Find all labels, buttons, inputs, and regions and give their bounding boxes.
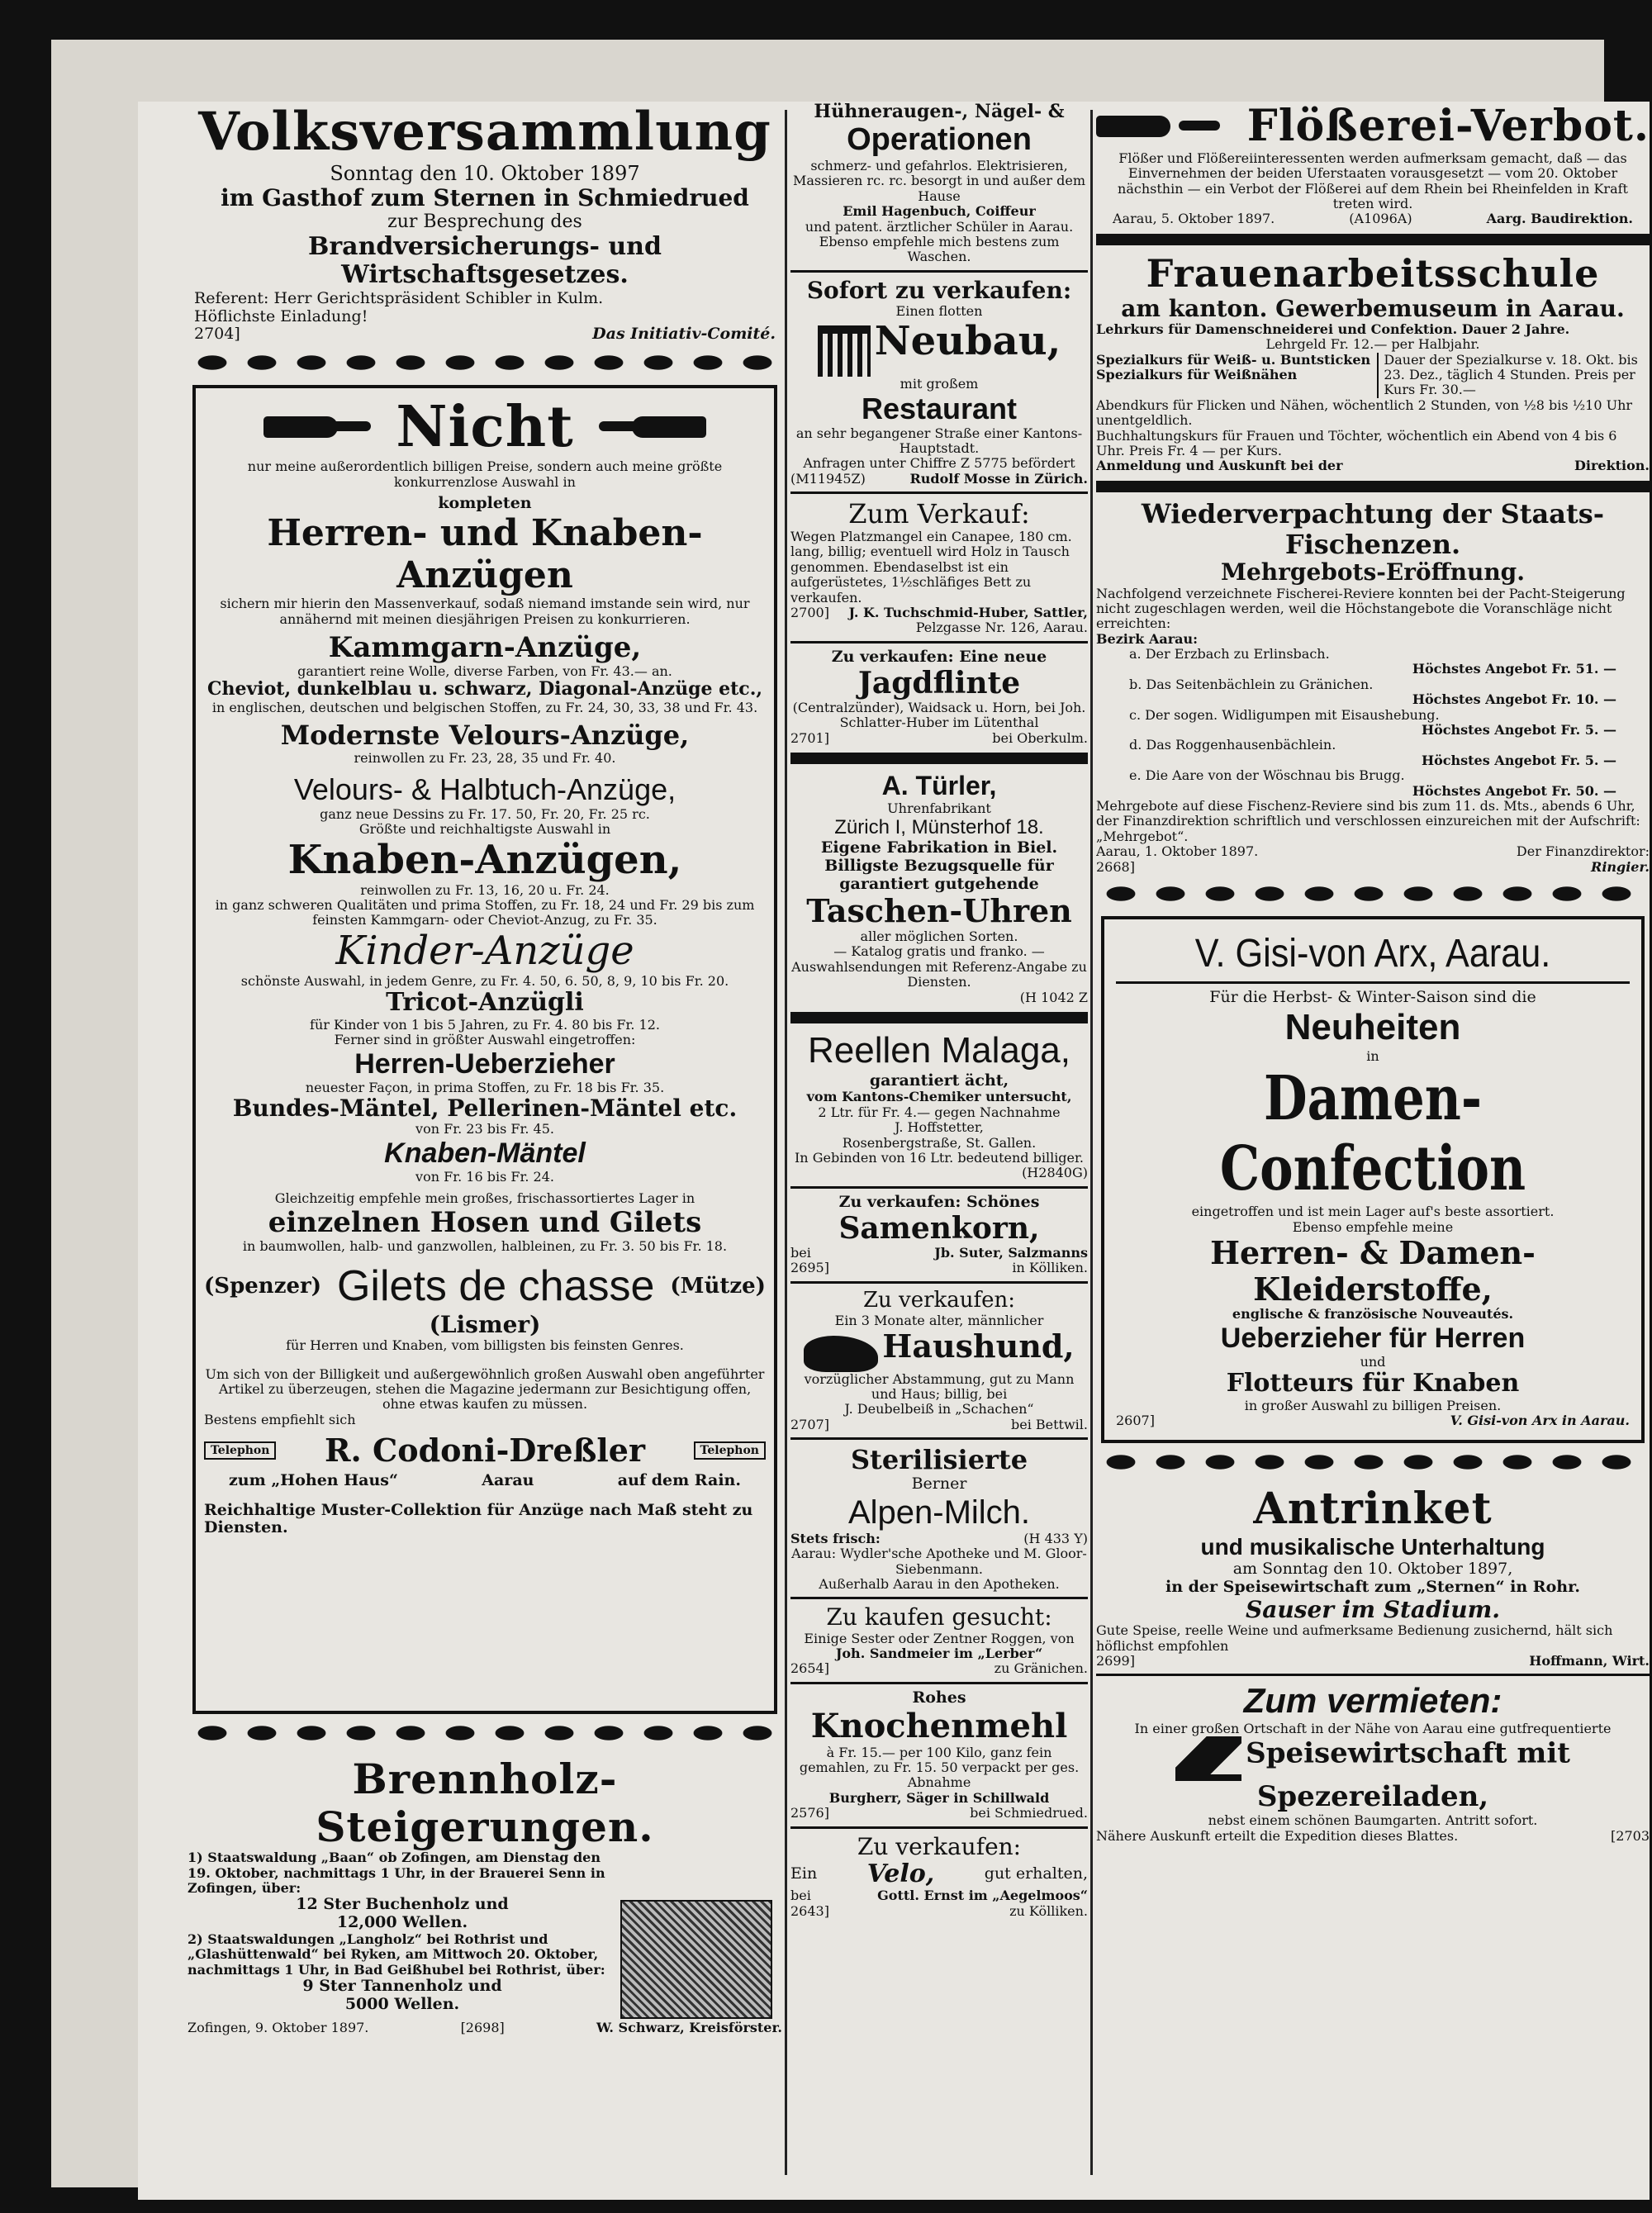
ad-text: garantiert ächt,	[869, 1071, 1009, 1090]
text-lismer: (Lismer)	[429, 1310, 541, 1338]
heading-herren-knaben: Herren- und Knaben-Anzügen	[267, 512, 703, 596]
ad-address: Pelzgasse Nr. 126, Aarau.	[915, 620, 1088, 636]
heading-kinder: Kinder-Anzüge	[335, 927, 634, 974]
ad-antrinket	[1096, 1484, 1650, 1669]
ad-text3: aller möglichen Sorten.	[860, 928, 1018, 945]
text-p7: schönste Auswahl, in jedem Genre, zu Fr. 4. 50, 6. 50, 8, 9, 10 bis Fr. 20.	[240, 973, 729, 990]
text-p14: Um sich von der Billigkeit und außergewöhnlich großen Auswahl oben angeführter Artikel zu überzeugen, stehen die Magazine jedermann zur Besichtigung offen, ohne etwas kaufen zu müssen.	[205, 1365, 765, 1413]
ad-address: zu Kölliken.	[1009, 1902, 1088, 1919]
ad-tuerler	[790, 771, 1088, 1005]
heading-knaben-anzuegen: Knaben-Anzügen,	[287, 836, 682, 883]
ad-text: schmerz- und gefahrlos. Elektrisieren, Massieren rc. rc. besorgt in und außer dem Hause	[792, 157, 1086, 204]
ad-line5: Anmeldung und Auskunft bei der	[1096, 458, 1343, 474]
ad-address: bei Bettwil.	[1010, 1416, 1088, 1432]
ad-number: 2699]	[1096, 1653, 1135, 1669]
ad-text4: — Katalog gratis und franko. —	[833, 943, 1045, 960]
ad-name: Gottl. Ernst im „Aegelmoos“	[877, 1888, 1088, 1904]
divider	[790, 1826, 1088, 1829]
divider	[790, 1437, 1088, 1440]
ad-heading: Haushund,	[882, 1327, 1075, 1365]
divider-thick	[1096, 481, 1650, 492]
ad-signature: Hoffmann, Wirt.	[1529, 1653, 1650, 1669]
ad-code: (H2840G)	[1022, 1165, 1088, 1181]
ad-text7: in großer Auswahl zu billigen Preisen.	[1244, 1397, 1502, 1413]
text-p8: für Kinder von 1 bis 5 Jahren, zu Fr. 4. 80 bis Fr. 12.	[310, 1016, 660, 1033]
ad-text: Für die Herbst- & Winter-Saison sind die	[1209, 988, 1536, 1007]
ad-address: Rosenbergstraße, St. Gallen.	[842, 1134, 1037, 1151]
text-p5: ganz neue Dessins zu Fr. 17. 50, Fr. 20, Fr. 25 rc.	[320, 805, 650, 822]
ad-text: bei	[790, 1245, 811, 1261]
ad-heading: Speisewirtschaft mit Spezereiladen,	[1246, 1736, 1570, 1814]
ad-signature: Aarg. Baudirektion.	[1486, 211, 1633, 227]
ad-text: In einer großen Ortschaft in der Nähe von Aarau eine gutfrequentierte	[1134, 1720, 1612, 1736]
ad-sub: und musikalische Unterhaltung	[1200, 1534, 1545, 1560]
ad-number: 2576]	[790, 1805, 829, 1821]
ad-title: Frauenarbeitsschule	[1146, 250, 1600, 296]
ad-brennholz	[188, 1755, 782, 2035]
ad-code: (H 433 Y)	[1023, 1530, 1088, 1546]
ad-operationen	[790, 102, 1088, 265]
ad-title: Brennholz-Steigerungen.	[316, 1755, 654, 1851]
ad-velo	[790, 1834, 1088, 1919]
ad-heading: Sauser im Stadium.	[1245, 1596, 1501, 1624]
ad-name: J. Deubelbeiß in „Schachen“	[844, 1401, 1034, 1418]
ad-number: 2704]	[194, 325, 240, 344]
paper-sheet	[138, 102, 1650, 2200]
ad-number: 2643]	[790, 1902, 829, 1919]
ad-title: Sofort zu verkaufen:	[806, 276, 1072, 304]
ad-address: bei Oberkulm.	[992, 729, 1088, 746]
text-p9: neuester Façon, in prima Stoffen, zu Fr. 18 bis Fr. 35.	[305, 1079, 665, 1095]
engraving-picture	[620, 1900, 772, 2019]
dog-icon	[804, 1336, 878, 1372]
ad-text2: nebst einem schönen Baumgarten. Antritt sofort.	[1208, 1812, 1538, 1829]
ad-text2: Billigste Bezugsquelle für garantiert gutgehende	[824, 856, 1054, 893]
text-l2b: 5000 Wellen.	[344, 1995, 460, 2014]
ad-line3: Abendkurs für Flicken und Nähen, wöchentlich 2 Stunden, von ½8 bis ½10 Uhr unentgeldlich.	[1096, 397, 1633, 429]
ad-number: 2668]	[1096, 858, 1135, 875]
ad-name: Emil Hagenbuch, Coiffeur	[843, 203, 1036, 220]
ad-text: gut erhalten,	[984, 1864, 1088, 1883]
ad-line2c: Dauer der Spezialkurse v. 18. Okt. bis 23. Dez., täglich 4 Stunden. Preis per Kurs Fr. 30.—	[1377, 353, 1650, 398]
ad-text2: Aarau: Wydler'sche Apotheke und M. Gloor-Siebenmann.	[791, 1546, 1087, 1577]
ad-code: (A1096A)	[1349, 211, 1412, 227]
column-rule	[1090, 110, 1093, 2175]
pointing-hand-icon	[1096, 107, 1220, 145]
ad-knochenmehl	[790, 1689, 1088, 1821]
fish-item: a. Der Erzbach zu Erlinsbach.	[1129, 646, 1330, 662]
ad-title: Zu verkaufen:	[862, 1287, 1016, 1313]
fish-offer: Höchstes Angebot Fr. 10. —	[1412, 691, 1616, 708]
ad-jagdflinte	[790, 648, 1088, 746]
ornament-divider	[188, 350, 782, 378]
ad-heading2: Herren- & Damen-Kleiderstoffe,	[1210, 1233, 1536, 1308]
ad-title: Nicht	[396, 394, 574, 461]
ad-number: 2695]	[790, 1260, 829, 1276]
ad-heading: Samenkorn,	[838, 1210, 1040, 1246]
divider	[790, 641, 1088, 643]
ad-text2: bei	[790, 1888, 811, 1904]
ad-text: Einige Sester oder Zentner Roggen, von	[804, 1630, 1075, 1646]
ad-date: Aarau, 5. Oktober 1897.	[1113, 211, 1275, 227]
ad-sub: am kanton. Gewerbemuseum in Aarau.	[1121, 294, 1625, 322]
divider-thick	[790, 753, 1088, 764]
text-l1: 1) Staatswaldung „Baan“ ob Zofingen, am Dienstag den 19. Oktober, nachmittags 1 Uhr, in der Brauerei Senn in Zofingen, über:	[188, 1850, 605, 1896]
ornament-divider	[1096, 1450, 1650, 1478]
heading-hosen-gilets: einzelnen Hosen und Gilets	[268, 1205, 702, 1239]
text-spenzer: (Spenzer)	[204, 1274, 322, 1299]
ad-number: 2701]	[790, 729, 829, 746]
divider	[790, 1682, 1088, 1684]
ad-role: Der Finanzdirektor:	[1516, 843, 1650, 860]
text-p10: von Fr. 23 bis Fr. 45.	[415, 1121, 554, 1137]
heading-tricot: Tricot-Anzügli	[386, 988, 584, 1018]
ad-text: Flößer und Flößereiinteressenten werden aufmerksam gemacht, daß — das Einvernehmen der beiden Uferstaaten vorausgesetzt — vom 20. Oktober nächsthin — ein Verbot der Flößerei auf dem Rhein bei Rheinfelden in Kraft treten wird.	[1118, 150, 1628, 211]
text-p12: Gleichzeitig empfehle mein großes, frischassortiertes Lager in	[274, 1190, 695, 1207]
ad-gisi	[1101, 916, 1645, 1444]
ad-samenkorn	[790, 1194, 1088, 1276]
ad-text2: und patent. ärztlicher Schüler in Aarau.	[805, 218, 1074, 235]
ad-title: Hühneraugen-, Nägel- &	[814, 102, 1065, 122]
ad-purpose: zur Besprechung des	[387, 211, 582, 233]
text-p6: reinwollen zu Fr. 13, 16, 20 u. Fr. 24.	[360, 881, 610, 898]
text-p4: reinwollen zu Fr. 23, 28, 35 und Fr. 40.	[354, 749, 616, 766]
ad-heading: Knochenmehl	[810, 1706, 1068, 1745]
ad-line1: Lehrkurs für Damenschneiderei und Confektion. Dauer 2 Jahre.	[1096, 321, 1570, 337]
text-muetze: (Mütze)	[670, 1274, 766, 1299]
ad-sub: Einen flotten	[895, 302, 983, 319]
ad-signature: V. Gisi-von Arx in Aarau.	[1450, 1413, 1630, 1429]
ad-title: Wiederverpachtung der Staats-Fischenzen.	[1141, 497, 1605, 560]
ad-title: Antrinket	[1253, 1484, 1493, 1535]
ad-heading2: Restaurant	[861, 392, 1018, 426]
ad-sub: Uhrenfabrikant	[887, 800, 991, 816]
ad-sub2: mit großem	[900, 375, 979, 392]
ad-name: Jb. Suter, Salzmanns	[934, 1245, 1088, 1261]
divider	[790, 1281, 1088, 1284]
ad-title: Zu verkaufen: Schönes	[838, 1192, 1040, 1211]
footer-text: Reichhaltige Muster-Collektion für Anzüge nach Maß steht zu Diensten.	[204, 1500, 753, 1537]
ad-malaga	[790, 1030, 1088, 1181]
text-p8b: Ferner sind in größter Auswahl eingetroffen:	[334, 1032, 636, 1048]
ad-alpenmilch	[790, 1445, 1088, 1592]
divider	[790, 1186, 1088, 1189]
text-p6b: in ganz schweren Qualitäten und prima Stoffen, zu Fr. 18, 24 und Fr. 29 bis zum feinsten Kammgarn- oder Cheviot-Anzug, zu Fr. 35.	[215, 897, 755, 928]
ad-text: Eigene Fabrikation in Biel.	[820, 838, 1058, 857]
ad-place: im Gasthof zum Sternen in Schmiedrued	[221, 184, 749, 212]
ad-signature: Direktion.	[1574, 458, 1650, 474]
heading-knaben-mantel: Knaben-Mäntel	[384, 1137, 586, 1169]
ad-heading4: Flotteurs für Knaben	[1226, 1369, 1520, 1399]
ad-text4: In Gebinden von 16 Ltr. bedeutend billiger.	[794, 1150, 1084, 1166]
column-left	[188, 102, 782, 2200]
fish-offer: Höchstes Angebot Fr. 51. —	[1412, 661, 1616, 677]
ad-heading: Taschen-Uhren	[806, 892, 1072, 930]
ad-name: Burgherr, Säger in Schillwald	[828, 1789, 1050, 1806]
fish-item: c. Der sogen. Widligumpen mit Eisaushebung.	[1129, 706, 1440, 723]
heading-velours: Modernste Velours-Anzüge,	[280, 719, 690, 752]
heading-mantel: Bundes-Mäntel, Pellerinen-Mäntel etc.	[232, 1095, 738, 1123]
fish-item: d. Das Roggenhausenbächlein.	[1129, 737, 1336, 753]
fish-offer: Höchstes Angebot Fr. 5. —	[1421, 722, 1616, 738]
ad-heading: Jagdflinte	[857, 665, 1021, 700]
ad-text6: und	[1360, 1353, 1386, 1370]
ad-text: an sehr begangener Straße einer Kantons-Hauptstadt.	[795, 425, 1083, 456]
ad-text3: 2 Ltr. für Fr. 4.— gegen Nachnahme	[818, 1104, 1061, 1120]
ad-code: (H 1042 Z	[1019, 989, 1088, 1005]
ad-heading: Alpen-Milch.	[847, 1494, 1031, 1531]
ad-heading: Neuheiten	[1284, 1006, 1461, 1047]
ad-fischenzen	[1096, 499, 1650, 875]
column-rule	[785, 110, 787, 2175]
ad-number: 2700]	[790, 604, 829, 620]
ad-text: Ein 3 Monate alter, männlicher	[834, 1312, 1044, 1328]
column-middle	[790, 102, 1088, 2200]
text-l1b: 12,000 Wellen.	[336, 1913, 468, 1932]
ad-number: 2707]	[790, 1416, 829, 1432]
ad-title: Zum vermieten:	[1243, 1681, 1502, 1721]
ad-signature: Ringier.	[1591, 858, 1650, 875]
ad-code: (M11945Z)	[790, 470, 866, 487]
ad-text2: vorzüglicher Abstammung, gut zu Mann und Haus; billig, bei	[804, 1370, 1075, 1402]
text-kompleten: kompleten	[438, 494, 532, 513]
ad-line2b: Spezialkurs für Weißnähen	[1096, 367, 1298, 382]
text-p15: Bestens empfiehlt sich	[204, 1411, 356, 1427]
ad-date: Zofingen, 9. Oktober 1897.	[188, 2019, 369, 2035]
ad-agent: Rudolf Mosse in Zürich.	[909, 470, 1088, 487]
ad-name: J. Hoffstetter,	[895, 1119, 984, 1136]
ad-frauenarbeitsschule	[1096, 252, 1650, 474]
ad-text5: Auswahlsendungen mit Referenz-Angabe zu Diensten.	[791, 958, 1087, 990]
ad-address: zu Gränichen.	[994, 1660, 1088, 1677]
text-p12b: in baumwollen, halb- und ganzwollen, halbleinen, zu Fr. 3. 50 bis Fr. 18.	[242, 1237, 728, 1254]
divider	[790, 492, 1088, 494]
ad-intro: nur meine außerordentlich billigen Preise, sondern auch meine größte konkurrenzlose Auswahl in	[247, 458, 723, 490]
ad-volksversammlung	[188, 102, 782, 344]
ad-heading: Operationen	[847, 122, 1032, 158]
heading-kammgarn: Kammgarn-Anzüge,	[328, 630, 642, 664]
text-p2: garantiert reine Wolle, diverse Farben, von Fr. 43.— an.	[297, 663, 672, 680]
fish-item: b. Das Seitenbächlein zu Gränichen.	[1129, 676, 1374, 692]
telephone-badge: Telephon	[694, 1441, 766, 1460]
addr-city: Aarau	[482, 1470, 534, 1489]
ad-heading: Velo,	[866, 1859, 935, 1888]
ad-heading-big: Damen-Confection	[1219, 1062, 1526, 1205]
text-l1a: 12 Ster Buchenholz und	[296, 1895, 509, 1914]
ad-speaker: Referent: Herr Gerichtspräsident Schibler in Kulm.	[194, 288, 604, 307]
ornament-divider	[188, 1721, 782, 1749]
ad-date: Aarau, 1. Oktober 1897.	[1096, 843, 1259, 860]
ad-line2: Spezialkurs für Weiß- u. Buntsticken	[1096, 351, 1371, 368]
ad-text: à Fr. 15.— per 100 Kilo, ganz fein gemahlen, zu Fr. 15. 50 verpackt per ges. Abnahme	[799, 1744, 1080, 1791]
ad-sub: Mehrgebots-Eröffnung.	[1220, 558, 1526, 586]
ad-text3: eingetroffen und ist mein Lager auf's beste assortiert.	[1191, 1204, 1555, 1220]
ad-text: Nachfolgend verzeichnete Fischerei-Reviere konnten bei der Pacht-Steigerung nicht zugeschlagen werden, weil die Höchstangebote die Voranschläge nicht erreichten:	[1096, 585, 1626, 632]
divider	[1116, 981, 1630, 984]
ad-text3: Ebenso empfehle mich bestens zum Waschen.	[819, 233, 1060, 265]
ad-name: Joh. Sandmeier im „Lerber“	[835, 1645, 1043, 1661]
text-p1: sichern mir hierin den Massenverkauf, sodaß niemand imstande sein wird, nur annähernd mit meinen diesjährigen Preisen zu konkurrieren.	[220, 596, 750, 627]
ad-title: Zu verkaufen:	[857, 1832, 1022, 1860]
ad-text3: Gute Speise, reelle Weine und aufmerksame Bedienung zusichernd, hält sich höflichst empfohlen	[1096, 1622, 1613, 1654]
text-p3: in englischen, deutschen und belgischen Stoffen, zu Fr. 24, 30, 33, 38 und Fr. 43.	[211, 699, 758, 715]
ad-signature: W. Schwarz, Kreisförster.	[596, 2019, 782, 2035]
ad-title: A. Türler,	[881, 771, 997, 801]
ad-text2: Anfragen unter Chiffre Z 5775 befördert	[803, 455, 1075, 472]
text-l2a: 9 Ster Tannenholz und	[302, 1977, 502, 1996]
fish-item: e. Die Aare von der Wöschnau bis Brugg.	[1129, 767, 1405, 784]
ad-title: Rohes	[912, 1688, 966, 1707]
ad-text2: vom Kantons-Chemiker untersucht,	[806, 1089, 1072, 1105]
divider	[790, 1597, 1088, 1599]
ad-neubau	[790, 278, 1088, 487]
ad-title: Reellen Malaga,	[808, 1030, 1070, 1071]
ad-floesserei	[1096, 102, 1650, 227]
ad-address: bei Schmiedrued.	[970, 1805, 1088, 1821]
ad-title: V. Gisi-von Arx, Aarau.	[1194, 931, 1551, 976]
ad-line4: Buchhaltungskurs für Frauen und Töchter, wöchentlich ein Abend von 4 bis 6 Uhr. Preis Fr. 4 — per Kurs.	[1096, 427, 1617, 458]
divider	[1096, 1674, 1650, 1676]
ad-title: Sterilisierte	[850, 1444, 1028, 1476]
ad-text3: Außerhalb Aarau in den Apotheken.	[819, 1575, 1060, 1592]
text-p13: für Herren und Knaben, vom billigsten bis feinsten Genres.	[286, 1337, 684, 1354]
ad-heading3: Ueberzieher für Herren	[1220, 1322, 1526, 1354]
ad-line1b: Lehrgeld Fr. 12.— per Halbjahr.	[1265, 336, 1480, 353]
ad-title: Zu kaufen gesucht:	[826, 1603, 1052, 1631]
pointing-hand-icon	[263, 408, 371, 446]
ad-text3: Nähere Auskunft erteilt die Expedition dieses Blattes.	[1096, 1827, 1459, 1844]
addr-haus: zum „Hohen Haus“	[229, 1470, 398, 1489]
ad-name: J. K. Tuchschmid-Huber, Sattler,	[848, 604, 1088, 620]
text-p5b: Größte und reichhaltigste Auswahl in	[358, 821, 611, 838]
ad-codoni	[192, 385, 777, 1714]
addr-rain: auf dem Rain.	[617, 1470, 741, 1489]
ad-vermieten	[1096, 1681, 1650, 1844]
ad-text: (Centralzünder), Waidsack u. Horn, bei Joh. Schlatter-Huber im Lütenthal	[792, 699, 1086, 731]
ad-text: Stets frisch:	[790, 1530, 881, 1546]
ad-text4: Ebenso empfehle meine	[1292, 1218, 1454, 1235]
building-icon	[818, 325, 871, 377]
ad-title: Flößerei-Verbot.	[1246, 102, 1650, 151]
ad-date: Sonntag den 10. Oktober 1897	[330, 161, 640, 185]
ad-district: Bezirk Aarau:	[1096, 630, 1199, 647]
divider	[790, 270, 1088, 273]
ad-title: Zum Verkauf:	[848, 498, 1030, 530]
ad-text5: englische & französische Nouveautés.	[1232, 1306, 1514, 1323]
ornament-divider	[1096, 881, 1650, 909]
house-icon	[1175, 1736, 1241, 1781]
ad-text2: Mehrgebote auf diese Fischenz-Reviere sind bis zum 11. ds. Mts., abends 6 Uhr, der Finanzdirektion schriftlich und verschlossen einzureichen mit der Aufschrift: „Mehrgebot“.	[1096, 797, 1640, 844]
fish-offer: Höchstes Angebot Fr. 5. —	[1421, 752, 1616, 768]
ad-title: Volksversammlung	[198, 102, 771, 163]
heading-cheviot: Cheviot, dunkelblau u. schwarz, Diagonal-Anzüge etc.,	[206, 678, 763, 700]
ad-topic: Brandversicherungs- und Wirtschaftsgesetzes.	[308, 231, 662, 290]
heading-ueberzieher: Herren-Ueberzieher	[354, 1047, 615, 1080]
pointing-hand-icon	[599, 408, 706, 446]
firm-name: R. Codoni-Dreßler	[324, 1432, 646, 1470]
text-l2: 2) Staatswaldungen „Langholz“ bei Rothrist und „Glashüttenwald“ bei Ryken, am Mittwoch 20. Oktober, nachmittags 1 Uhr, in Bad Geißhubel bei Rothrist, über:	[188, 1931, 605, 1978]
ad-number: 2654]	[790, 1660, 829, 1677]
ad-text2: in	[1366, 1047, 1379, 1064]
fish-list	[1096, 647, 1650, 799]
ad-number: [2703	[1611, 1827, 1650, 1844]
ad-address: in Kölliken.	[1012, 1260, 1088, 1276]
ad-text: am Sonntag den 10. Oktober 1897,	[1232, 1560, 1513, 1579]
ad-invite: Höflichste Einladung!	[194, 306, 368, 325]
fish-offer: Höchstes Angebot Fr. 50. —	[1412, 782, 1616, 799]
ad-address: Zürich I, Münsterhof 18.	[834, 816, 1044, 839]
ad-text0: Ein	[790, 1864, 818, 1883]
ad-sub: Berner	[911, 1474, 967, 1493]
ad-heading: Neubau,	[874, 318, 1061, 365]
divider-thick	[1096, 234, 1650, 245]
ad-signature: Das Initiativ-Comité.	[592, 325, 776, 344]
text-p11: von Fr. 16 bis Fr. 24.	[415, 1168, 554, 1185]
heading-halbtuch: Velours- & Halbtuch-Anzüge,	[293, 772, 676, 807]
ad-text: Wegen Platzmangel ein Canapee, 180 cm. lang, billig; eventuell wird Holz in Tausch genommen. Ebendaselbst ist ein aufgerüstetes, 1½schläfiges Bett zu verkaufen.	[790, 528, 1072, 605]
ad-verkauf-canapee	[790, 499, 1088, 636]
ad-number: [2698]	[460, 2019, 505, 2035]
ad-number: 2607]	[1116, 1413, 1155, 1429]
column-right	[1096, 102, 1650, 2200]
heading-gilets-de-chasse: Gilets de chasse	[336, 1262, 655, 1311]
ad-haushund	[790, 1289, 1088, 1432]
ad-roggen	[790, 1604, 1088, 1676]
ad-title: Zu verkaufen: Eine neue	[831, 647, 1047, 666]
divider-thick	[790, 1012, 1088, 1023]
newspaper-page	[51, 40, 1650, 2187]
ad-text2: in der Speisewirtschaft zum „Sternen“ in Rohr.	[1165, 1578, 1580, 1597]
telephone-badge: Telephon	[204, 1441, 276, 1460]
